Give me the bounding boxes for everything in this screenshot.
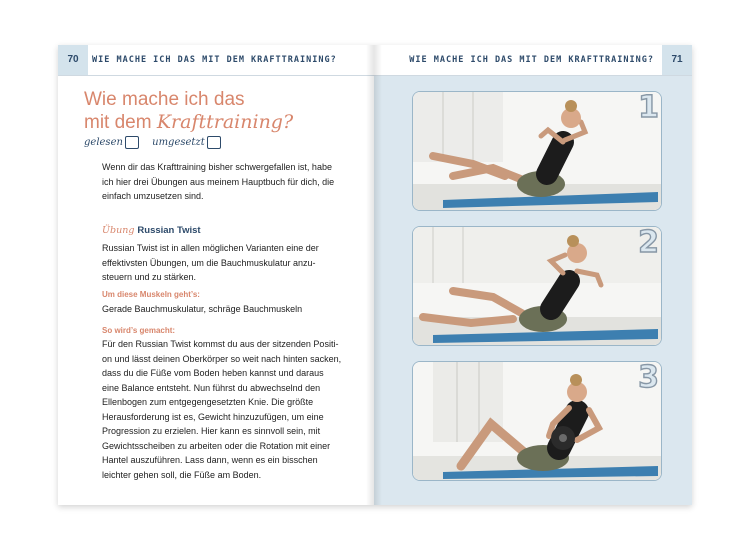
muscles-heading: Um diese Muskeln geht’s: (102, 290, 200, 299)
left-page (58, 45, 374, 505)
exercise-heading (102, 225, 201, 236)
running-title-right: WIE MACHE ICH DAS MIT DEM KRAFTTRAINING? (409, 55, 654, 65)
book-spread (58, 45, 692, 505)
step-number-2: 2 (638, 226, 659, 260)
intro-paragraph: Wenn dir das Krafttraining bisher schwergefallen ist, habe ich hier drei Übungen aus meinem Hauptbuch für dich, die einfach umzusetzen sind. (102, 162, 335, 201)
running-title-left: WIE MACHE ICH DAS MIT DEM KRAFTTRAINING? (92, 55, 337, 65)
page-title (84, 89, 364, 134)
left-page-header (58, 45, 374, 76)
exercise-photo-2 (412, 226, 662, 346)
step-number-3: 3 (638, 361, 659, 395)
right-page (374, 45, 692, 505)
exercise-photo-1 (412, 91, 662, 211)
exercise-kicker: Übung (102, 225, 135, 236)
photo-illustration-2 (413, 227, 661, 345)
step-number-1: 1 (638, 91, 659, 125)
howto-heading: So wird’s gemacht: (102, 326, 176, 335)
title-line-1: Wie mache ich das (84, 89, 245, 110)
read-checkbox[interactable] (125, 136, 139, 149)
done-checkbox[interactable] (207, 136, 221, 149)
photo-illustration-3 (413, 362, 661, 480)
book-gutter (366, 45, 382, 505)
title-script-word: Krafttraining? (156, 111, 294, 133)
exercise-photo-3 (412, 361, 662, 481)
exercise-description: Russian Twist ist in allen möglichen Varianten eine der effektivsten Übungen, um die Bauchmuskulatur anzu-steuern und zu stärken. (102, 243, 319, 282)
muscles-text: Gerade Bauchmuskulatur, schräge Bauchmuskeln (102, 304, 303, 314)
right-page-number: 71 (662, 45, 692, 75)
howto-text: Für den Russian Twist kommst du aus der sitzenden Positi-on und lässt deinen Oberkörper so weit nach hinten sacken, dass du die Füße vom Boden heben kannst und daraus eine Balance entsteht. Nun führst du abwechselnd den Ellenbogen zum entgegengesetzten Knie. Die größte Herausforderung ist es, Gewicht hinzuzufügen, um eine Progression zu erzielen. Hier kann es sinnvoll sein, mit Gewichtsscheiben zu arbeiten oder die Rotation mit einer Hantel auszuführen. Lass dann, wenn es ein bisschen leichter gehen soll, die Füße am Boden. (102, 339, 342, 480)
progress-checkboxes (84, 136, 231, 149)
left-page-number: 70 (58, 45, 88, 75)
title-line-2 (84, 111, 364, 134)
exercise-name: Russian Twist (137, 225, 201, 236)
title-prefix: mit dem (84, 112, 157, 133)
photo-illustration-1 (413, 92, 661, 210)
right-page-header (374, 45, 692, 76)
done-label: umgesetzt (152, 137, 205, 148)
read-label: gelesen (84, 137, 123, 148)
